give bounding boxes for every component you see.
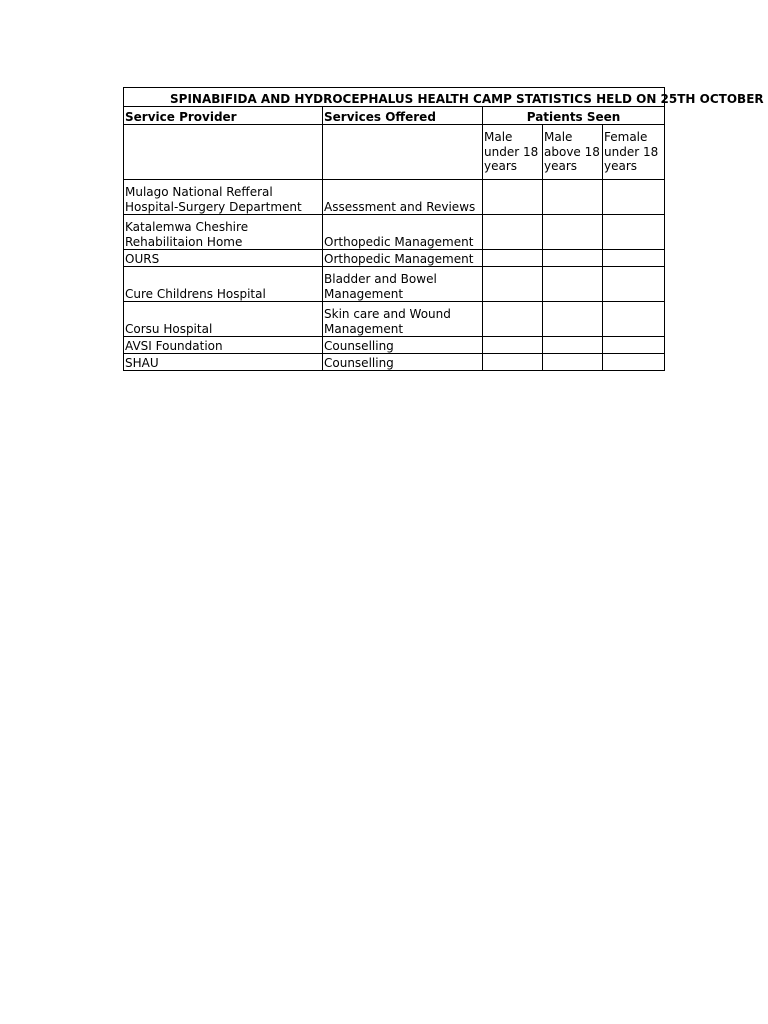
service-cell: Skin care and Wound Management <box>323 302 483 337</box>
table-row <box>124 215 665 250</box>
provider-cell: SHAU <box>124 354 323 371</box>
count-cell <box>543 180 603 215</box>
count-cell <box>603 354 665 371</box>
service-cell: Orthopedic Management <box>323 250 483 267</box>
count-cell <box>543 267 603 302</box>
title-row <box>124 88 665 107</box>
service-cell: Orthopedic Management <box>323 215 483 250</box>
subheader-female-under-18: Female under 18 years <box>603 125 665 180</box>
subheader-row <box>124 125 665 180</box>
table-row <box>124 302 665 337</box>
count-cell <box>483 302 543 337</box>
header-patients-seen: Patients Seen <box>483 107 665 125</box>
count-cell <box>483 180 543 215</box>
count-cell <box>543 354 603 371</box>
count-cell <box>603 337 665 354</box>
provider-cell: AVSI Foundation <box>124 337 323 354</box>
count-cell <box>603 267 665 302</box>
table-row <box>124 354 665 371</box>
subheader-male-above-18: Male above 18 years <box>543 125 603 180</box>
header-services-offered: Services Offered <box>323 107 483 125</box>
count-cell <box>543 302 603 337</box>
provider-cell: Cure Childrens Hospital <box>124 267 323 302</box>
statistics-table <box>123 87 764 371</box>
count-cell <box>603 302 665 337</box>
subheader-male-under-18: Male under 18 years <box>483 125 543 180</box>
count-cell <box>483 354 543 371</box>
count-cell <box>483 267 543 302</box>
empty-cell <box>124 125 323 180</box>
spreadsheet-page <box>123 87 764 371</box>
count-cell <box>603 180 665 215</box>
table-row <box>124 250 665 267</box>
service-cell: Counselling <box>323 354 483 371</box>
count-cell <box>483 215 543 250</box>
count-cell <box>543 215 603 250</box>
count-cell <box>543 250 603 267</box>
table-title: SPINABIFIDA AND HYDROCEPHALUS HEALTH CAMP STATISTICS HELD ON 25TH OCTOBER <box>124 88 665 107</box>
count-cell <box>603 250 665 267</box>
provider-cell: Katalemwa Cheshire Rehabilitaion Home <box>124 215 323 250</box>
service-cell: Bladder and Bowel Management <box>323 267 483 302</box>
provider-cell: Corsu Hospital <box>124 302 323 337</box>
service-cell: Counselling <box>323 337 483 354</box>
count-cell <box>483 250 543 267</box>
header-service-provider: Service Provider <box>124 107 323 125</box>
count-cell <box>603 215 665 250</box>
table-row <box>124 180 665 215</box>
header-row <box>124 107 665 125</box>
provider-cell: OURS <box>124 250 323 267</box>
provider-cell: Mulago National Refferal Hospital-Surgery Department <box>124 180 323 215</box>
empty-cell <box>323 125 483 180</box>
count-cell <box>483 337 543 354</box>
table-row <box>124 267 665 302</box>
service-cell: Assessment and Reviews <box>323 180 483 215</box>
count-cell <box>543 337 603 354</box>
table-row <box>124 337 665 354</box>
